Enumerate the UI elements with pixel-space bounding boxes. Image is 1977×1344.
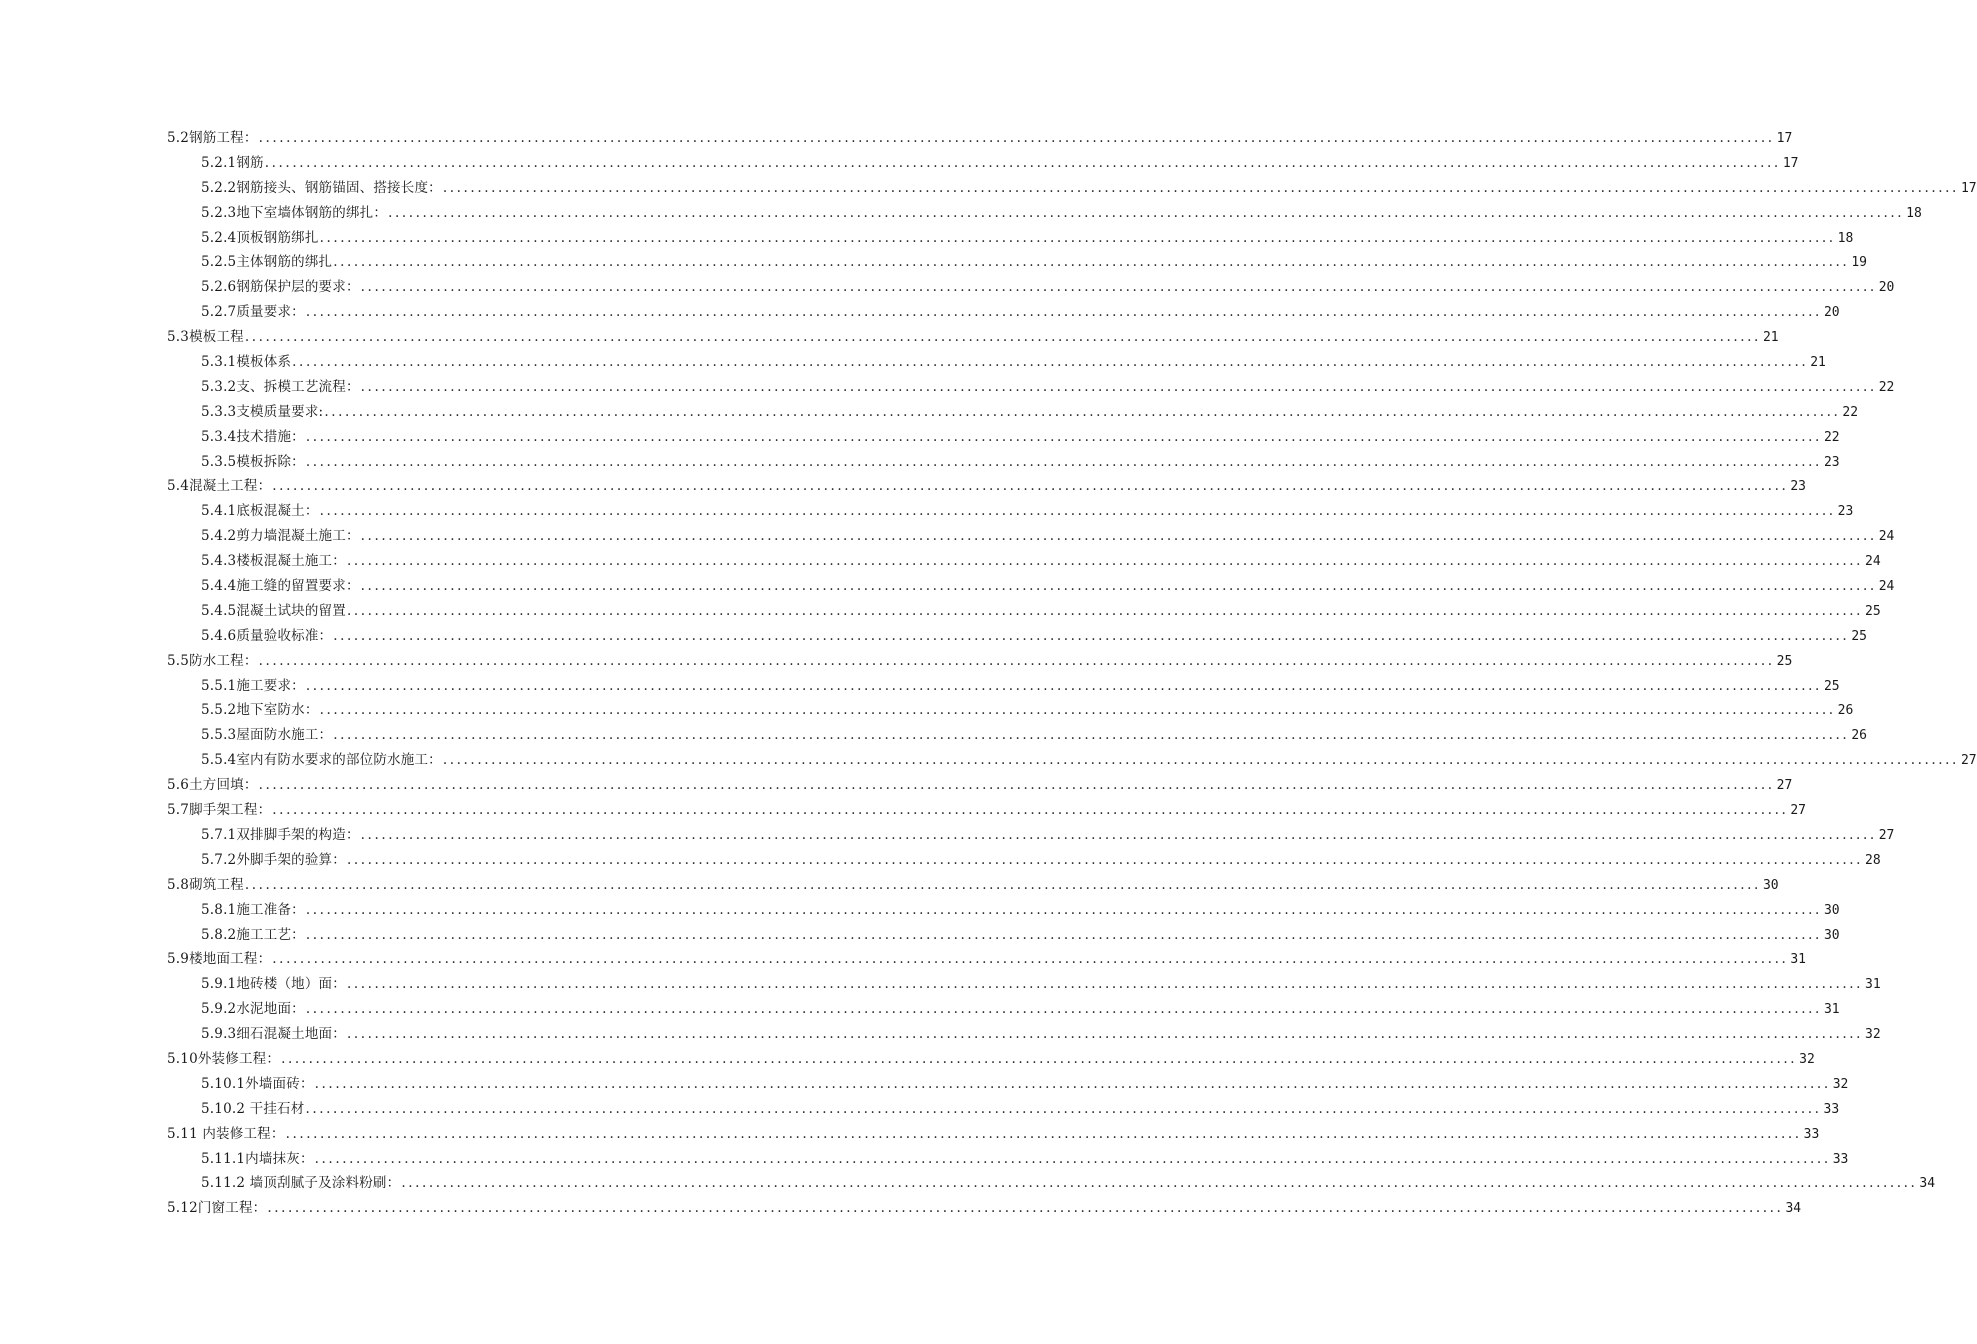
toc-entry-title: 5.8.1施工准备： (201, 901, 305, 918)
toc-dot-leader: ............................................................................................................................................................................................................................ (305, 926, 1822, 943)
toc-dot-leader: ............................................................................................................................................................................................................................ (360, 528, 1877, 545)
toc-entry-section[interactable] (0, 773, 1793, 798)
toc-page-number: 22 (1842, 404, 1859, 420)
toc-entry-section[interactable] (0, 126, 1793, 151)
toc-entry-title: 5.4.6质量验收标准： (201, 627, 333, 644)
toc-page-number: 32 (1799, 1051, 1815, 1067)
toc-dot-leader: ............................................................................................................................................................................................................................ (258, 777, 1775, 794)
toc-page-number: 33 (1823, 1101, 1840, 1117)
toc-entry-section[interactable] (0, 649, 1793, 674)
toc-page-number: 30 (1823, 927, 1840, 943)
toc-dot-leader: ............................................................................................................................................................................................................................ (401, 1175, 1918, 1192)
toc-entry-subsection[interactable] (0, 250, 1867, 275)
toc-page-number: 27 (1776, 778, 1793, 794)
toc-entry-title: 5.12门窗工程： (167, 1200, 267, 1217)
toc-entry-title: 5.5.4室内有防水要求的部位防水施工： (201, 752, 442, 769)
toc-entry-subsection[interactable] (0, 997, 1840, 1022)
toc-dot-leader: ............................................................................................................................................................................................................................ (281, 1050, 1798, 1067)
toc-page-number: 31 (1790, 952, 1807, 968)
toc-entry-title: 5.11.1内墙抹灰： (201, 1150, 314, 1167)
toc-entry-subsection[interactable] (0, 923, 1840, 948)
toc-page-number: 23 (1823, 454, 1840, 470)
toc-entry-section[interactable] (0, 798, 1807, 823)
toc-entry-subsection[interactable] (0, 549, 1881, 574)
toc-entry-title: 5.3.5模板拆除： (201, 453, 305, 470)
toc-entry-subsection[interactable] (0, 151, 1799, 176)
toc-entry-subsection[interactable] (0, 425, 1840, 450)
toc-entry-title: 5.8砌筑工程 (167, 876, 244, 893)
toc-entry-title: 5.9.3细石混凝土地面： (201, 1026, 346, 1043)
toc-entry-subsection[interactable] (0, 176, 1977, 201)
toc-dot-leader: ............................................................................................................................................................................................................................ (333, 254, 1850, 271)
toc-dot-leader: ............................................................................................................................................................................................................................ (346, 602, 1864, 619)
toc-entry-subsection[interactable] (0, 275, 1895, 300)
toc-page-number: 26 (1837, 703, 1854, 719)
toc-entry-subsection[interactable] (0, 350, 1826, 375)
toc-dot-leader: ............................................................................................................................................................................................................................ (314, 1150, 1831, 1167)
toc-dot-leader: ............................................................................................................................................................................................................................ (272, 478, 1789, 495)
toc-entry-title: 5.4混凝土工程： (167, 478, 272, 495)
toc-entry-title: 5.3.4技术措施： (201, 428, 305, 445)
toc-page-number: 28 (1865, 852, 1881, 868)
toc-entry-subsection[interactable] (0, 624, 1867, 649)
toc-dot-leader: ............................................................................................................................................................................................................................ (305, 677, 1822, 694)
table-of-contents (0, 126, 1977, 1221)
toc-entry-subsection[interactable] (0, 400, 1859, 425)
toc-dot-leader: ............................................................................................................................................................................................................................ (292, 354, 1809, 371)
toc-entry-title: 5.2.5主体钢筋的绑扎 (201, 254, 333, 271)
toc-dot-leader: ............................................................................................................................................................................................................................ (346, 1026, 1864, 1043)
toc-dot-leader: ............................................................................................................................................................................................................................ (305, 1100, 1822, 1117)
toc-dot-leader: ............................................................................................................................................................................................................................ (324, 403, 1841, 420)
toc-page-number: 21 (1762, 330, 1779, 346)
toc-entry-title: 5.4.2剪力墙混凝土施工： (201, 528, 360, 545)
toc-entry-title: 5.2钢筋工程： (167, 130, 258, 146)
toc-page-number: 19 (1851, 255, 1867, 271)
toc-page-number: 23 (1837, 504, 1854, 520)
toc-entry-title: 5.5防水工程： (167, 652, 258, 669)
toc-dot-leader: ............................................................................................................................................................................................................................ (305, 428, 1822, 445)
toc-entry-title: 5.9.1地砖楼（地）面： (201, 976, 346, 993)
toc-dot-leader: ............................................................................................................................................................................................................................ (264, 154, 1781, 171)
toc-page-number: 17 (1960, 180, 1977, 196)
toc-dot-leader: ............................................................................................................................................................................................................................ (305, 901, 1822, 918)
toc-page-number: 22 (1823, 429, 1840, 445)
toc-dot-leader: ............................................................................................................................................................................................................................ (346, 851, 1864, 868)
toc-page-number: 25 (1823, 678, 1840, 694)
toc-entry-subsection[interactable] (0, 300, 1840, 325)
toc-dot-leader: ............................................................................................................................................................................................................................ (442, 752, 1959, 769)
toc-page-number: 24 (1878, 529, 1895, 545)
toc-page-number: 18 (1837, 230, 1854, 246)
toc-entry-title: 5.10.1外墙面砖： (201, 1075, 314, 1092)
toc-entry-title: 5.4.5混凝土试块的留置 (201, 602, 346, 619)
toc-entry-title: 5.2.4顶板钢筋绑扎 (201, 229, 319, 246)
toc-entry-title: 5.3模板工程 (167, 329, 244, 346)
toc-entry-title: 5.3.3支模质量要求: (201, 403, 324, 420)
toc-dot-leader: ............................................................................................................................................................................................................................ (285, 1125, 1802, 1142)
toc-entry-subsection[interactable] (0, 1022, 1881, 1047)
toc-entry-subsection[interactable] (0, 823, 1895, 848)
toc-dot-leader: ............................................................................................................................................................................................................................ (258, 652, 1775, 669)
toc-page-number: 17 (1776, 131, 1793, 146)
toc-entry-title: 5.7.1双排脚手架的构造： (201, 826, 360, 843)
toc-dot-leader: ............................................................................................................................................................................................................................ (305, 304, 1822, 321)
toc-dot-leader: ............................................................................................................................................................................................................................ (319, 702, 1836, 719)
toc-dot-leader: ............................................................................................................................................................................................................................ (272, 951, 1789, 968)
toc-dot-leader: ............................................................................................................................................................................................................................ (314, 1075, 1831, 1092)
toc-dot-leader: ............................................................................................................................................................................................................................ (333, 627, 1850, 644)
toc-entry-subsection[interactable] (0, 450, 1840, 475)
toc-page-number: 26 (1851, 728, 1867, 744)
toc-page-number: 30 (1823, 902, 1840, 918)
toc-page-number: 20 (1878, 280, 1895, 296)
toc-dot-leader: ............................................................................................................................................................................................................................ (258, 130, 1775, 146)
toc-page-number: 27 (1790, 803, 1807, 819)
toc-page-number: 30 (1762, 877, 1779, 893)
toc-entry-title: 5.5.1施工要求： (201, 677, 305, 694)
toc-dot-leader: ............................................................................................................................................................................................................................ (333, 727, 1850, 744)
toc-page-number: 32 (1865, 1027, 1881, 1043)
toc-page-number: 23 (1790, 479, 1807, 495)
toc-entry-subsection[interactable] (0, 1097, 1840, 1122)
toc-page-number: 24 (1878, 579, 1895, 595)
toc-dot-leader: ............................................................................................................................................................................................................................ (267, 1200, 1784, 1217)
toc-entry-section[interactable] (0, 325, 1779, 350)
toc-entry-title: 5.8.2施工工艺： (201, 926, 305, 943)
toc-page-number: 32 (1832, 1076, 1849, 1092)
toc-entry-subsection[interactable] (0, 972, 1881, 997)
toc-entry-title: 5.3.2支、拆模工艺流程： (201, 378, 360, 395)
toc-page-number: 22 (1878, 379, 1895, 395)
toc-entry-subsection[interactable] (0, 226, 1854, 251)
toc-dot-leader: ............................................................................................................................................................................................................................ (319, 229, 1836, 246)
toc-entry-title: 5.11 内装修工程： (167, 1125, 285, 1142)
toc-entry-subsection[interactable] (0, 375, 1895, 400)
toc-entry-subsection[interactable] (0, 499, 1854, 524)
toc-entry-title: 5.2.3地下室墙体钢筋的绑扎： (201, 204, 388, 221)
toc-entry-title: 5.6土方回填： (167, 777, 258, 794)
toc-entry-title: 5.5.3屋面防水施工： (201, 727, 333, 744)
toc-entry-section[interactable] (0, 873, 1779, 898)
toc-dot-leader: ............................................................................................................................................................................................................................ (319, 503, 1836, 520)
toc-entry-subsection[interactable] (0, 723, 1867, 748)
toc-dot-leader: ............................................................................................................................................................................................................................ (442, 179, 1959, 196)
toc-entry-subsection[interactable] (0, 524, 1895, 549)
toc-entry-subsection[interactable] (0, 898, 1840, 923)
toc-entry-title: 5.2.2钢筋接头、钢筋锚固、搭接长度： (201, 179, 442, 196)
toc-entry-title: 5.10外装修工程： (167, 1050, 281, 1067)
toc-page-number: 24 (1865, 554, 1881, 570)
toc-entry-title: 5.7脚手架工程： (167, 802, 272, 819)
toc-page-number: 20 (1823, 305, 1840, 321)
toc-page-number: 33 (1803, 1126, 1820, 1142)
toc-entry-subsection[interactable] (0, 1147, 1849, 1172)
toc-entry-subsection[interactable] (0, 1072, 1849, 1097)
toc-page-number: 27 (1878, 827, 1895, 843)
toc-entry-section[interactable] (0, 947, 1807, 972)
toc-page-number: 25 (1776, 653, 1793, 669)
toc-dot-leader: ............................................................................................................................................................................................................................ (360, 578, 1877, 595)
toc-page-number: 34 (1919, 1176, 1936, 1192)
toc-page-number: 34 (1785, 1201, 1802, 1217)
toc-dot-leader: ............................................................................................................................................................................................................................ (244, 876, 1761, 893)
toc-dot-leader: ............................................................................................................................................................................................................................ (360, 826, 1877, 843)
toc-dot-leader: ............................................................................................................................................................................................................................ (346, 553, 1864, 570)
toc-entry-title: 5.11.2 墙顶刮腻子及涂料粉刷： (201, 1175, 401, 1192)
toc-entry-title: 5.5.2地下室防水： (201, 702, 319, 719)
toc-page-number: 31 (1823, 1002, 1840, 1018)
toc-entry-section[interactable] (0, 1196, 1802, 1221)
toc-dot-leader: ............................................................................................................................................................................................................................ (388, 204, 1905, 221)
toc-entry-title: 5.2.6钢筋保护层的要求： (201, 279, 360, 296)
toc-entry-title: 5.3.1模板体系 (201, 354, 292, 371)
toc-entry-subsection[interactable] (0, 1171, 1936, 1196)
toc-page-number: 18 (1906, 205, 1922, 221)
toc-entry-subsection[interactable] (0, 698, 1854, 723)
toc-entry-subsection[interactable] (0, 574, 1895, 599)
toc-entry-section[interactable] (0, 1047, 1815, 1072)
toc-entry-subsection[interactable] (0, 201, 1922, 226)
toc-dot-leader: ............................................................................................................................................................................................................................ (244, 329, 1761, 346)
toc-dot-leader: ............................................................................................................................................................................................................................ (360, 378, 1877, 395)
toc-entry-section[interactable] (0, 474, 1807, 499)
toc-entry-title: 5.4.3楼板混凝土施工： (201, 553, 346, 570)
toc-page-number: 21 (1810, 355, 1826, 371)
toc-entry-subsection[interactable] (0, 748, 1977, 773)
toc-entry-title: 5.2.7质量要求： (201, 304, 305, 321)
toc-entry-subsection[interactable] (0, 674, 1840, 699)
toc-page-number: 27 (1960, 753, 1977, 769)
toc-entry-title: 5.4.1底板混凝土： (201, 503, 319, 520)
toc-page-number: 33 (1832, 1151, 1849, 1167)
toc-dot-leader: ............................................................................................................................................................................................................................ (305, 1001, 1822, 1018)
toc-dot-leader: ............................................................................................................................................................................................................................ (305, 453, 1822, 470)
toc-entry-subsection[interactable] (0, 848, 1881, 873)
toc-dot-leader: ............................................................................................................................................................................................................................ (272, 802, 1789, 819)
toc-page-number: 17 (1782, 155, 1799, 171)
toc-page-number: 31 (1865, 977, 1881, 993)
toc-entry-title: 5.9.2水泥地面： (201, 1001, 305, 1018)
toc-entry-title: 5.10.2 干挂石材 (201, 1100, 305, 1117)
toc-dot-leader: ............................................................................................................................................................................................................................ (360, 279, 1877, 296)
toc-entry-title: 5.9楼地面工程： (167, 951, 272, 968)
toc-entry-title: 5.2.1钢筋 (201, 154, 264, 171)
toc-page-number: 25 (1851, 628, 1867, 644)
toc-entry-section[interactable] (0, 1122, 1820, 1147)
toc-entry-title: 5.4.4施工缝的留置要求： (201, 578, 360, 595)
toc-dot-leader: ............................................................................................................................................................................................................................ (346, 976, 1864, 993)
toc-entry-subsection[interactable] (0, 599, 1881, 624)
toc-page-number: 25 (1865, 603, 1881, 619)
toc-entry-title: 5.7.2外脚手架的验算： (201, 851, 346, 868)
